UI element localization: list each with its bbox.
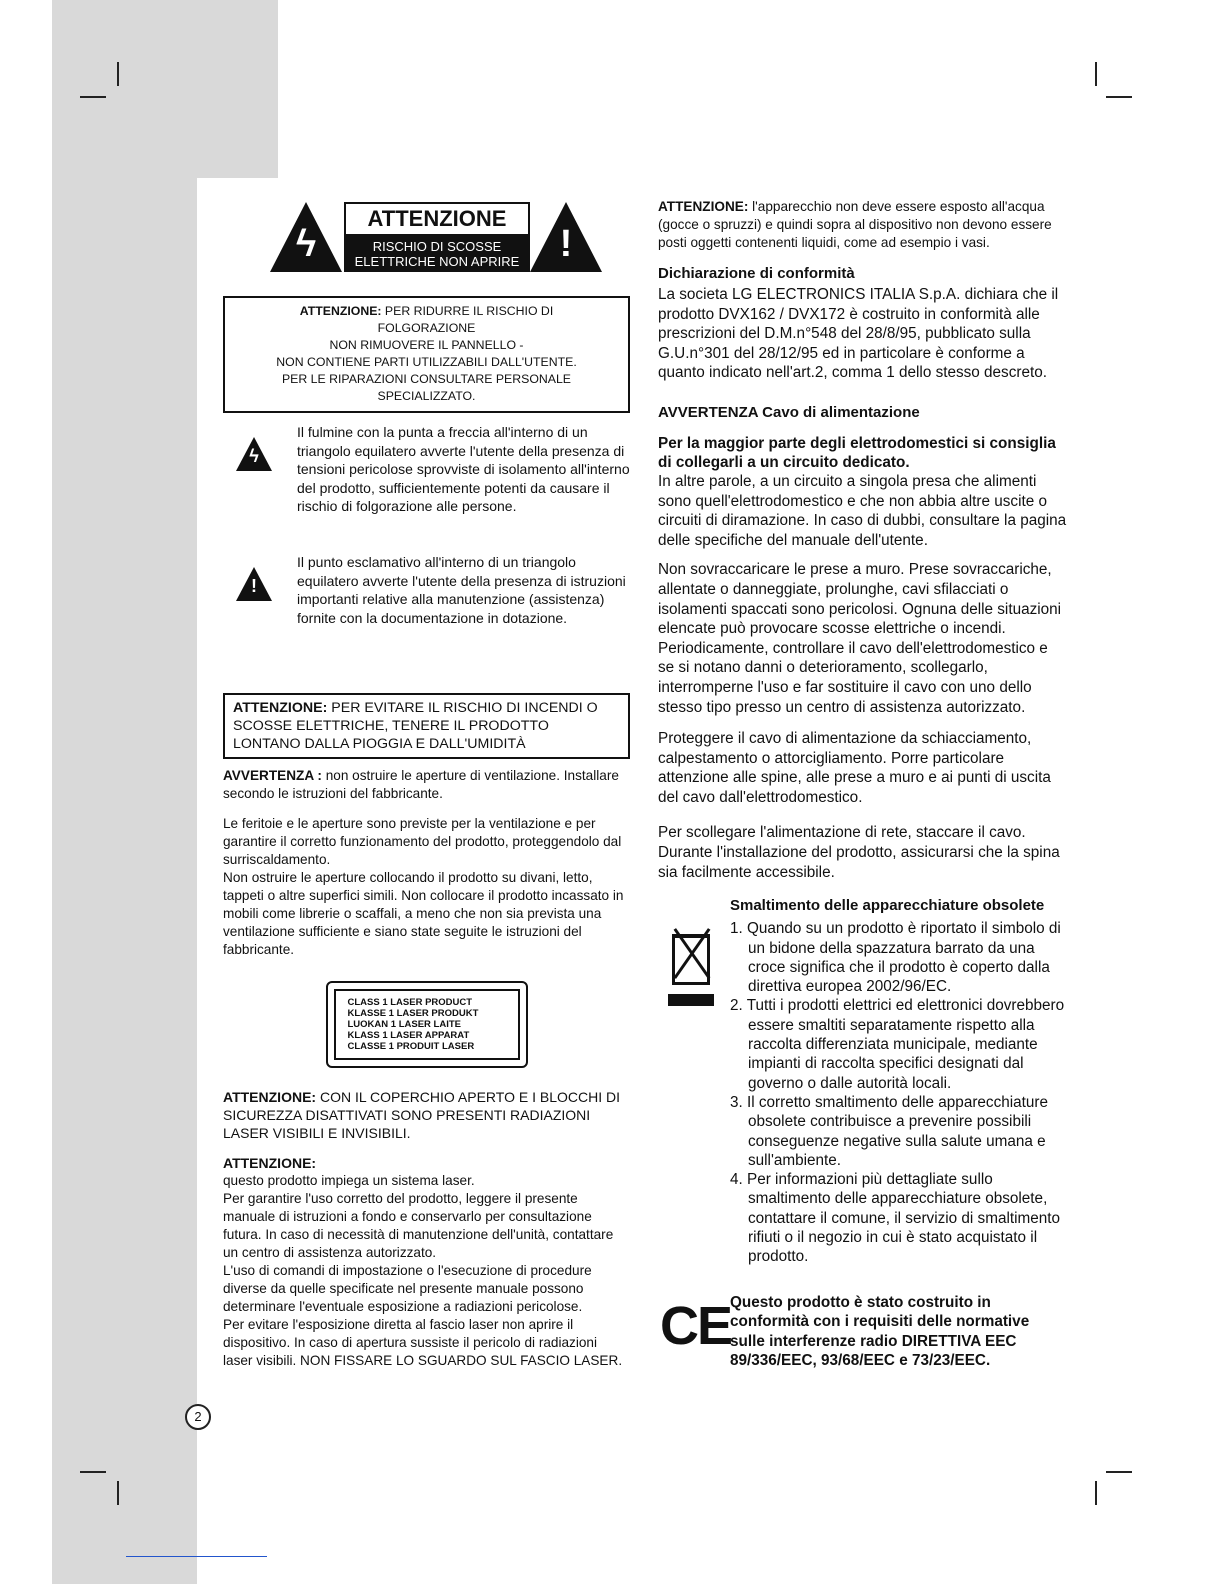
laser-caution-paragraph: questo prodotto impiega un sistema laser. xyxy=(223,1173,475,1188)
crop-mark xyxy=(117,1481,119,1505)
ventilation-text: non ostruire le aperture di ventilazione. Installare secondo le istruzioni del fabbricante. xyxy=(223,768,619,801)
conformity-text: La societa LG ELECTRONICS ITALIA S.p.A. dichiara che il prodotto DVX162 / DVX172 è costruito in conformità alle prescrizioni del D.M.n°548 del 28/8/95, pubblicato sulla G.U.n°301 del 28/12/95 ed in particolare è conforme a quanto indicato nell'art.2, comma 1 dello stesso descreto. xyxy=(658,286,1059,382)
crop-mark xyxy=(80,1471,106,1473)
crossed-bin-icon xyxy=(662,922,716,1012)
exclamation-note xyxy=(223,553,630,665)
conformity-heading: Dichiarazione di conformità xyxy=(658,265,855,282)
water-warning xyxy=(658,198,1068,252)
crop-mark xyxy=(80,96,106,98)
power-cord-paragraph: Non sovraccaricare le prese a muro. Prese sovraccariche, allentate o danneggiate, prolunghe, cavi sfilacciati o isolamenti spaccati sono pericolosi. Ognuna delle situazioni elencate può provocare scosse elettriche o incendi. Periodicamente, controllare il cavo dell'elettrodomestico e se si notano danni o deterioramento, scollegarlo, interromperne l'uso e far sostituire il cavo con uno dello stesso tipo presso un centro di assistenza autorizzato. xyxy=(658,561,1062,716)
power-cord-heading: AVVERTENZA Cavo di alimentazione xyxy=(658,403,920,421)
hazard-subtitle xyxy=(344,236,530,272)
laser-label-line: CLASSE 1 PRODUIT LASER xyxy=(347,1041,475,1052)
laser-warning-lead: ATTENZIONE: xyxy=(223,1089,317,1105)
water-warning-lead: ATTENZIONE: xyxy=(658,199,749,214)
power-cord-paragraph: Per scollegare l'alimentazione di rete, staccare il cavo. Durante l'installazione del prodotto, assicurarsi che la spina sia facilmente accessibile. xyxy=(658,824,1060,881)
list-item: 3. Il corretto smaltimento delle apparecchiature obsolete contribuisce a prevenire possibili conseguenze negative sulla salute umana e sull'ambiente. xyxy=(730,1093,1048,1169)
laser-class-label xyxy=(326,981,528,1068)
lightning-note-text: Il fulmine con la punta a freccia all'interno di un triangolo equilatero avverte l'utente della presenza di tensioni pericolose sprovviste di isolamento all'interno del prodotto, sufficientemente potenti da causare il rischio di folgorazione alle persone. xyxy=(297,424,630,514)
ventilation-paragraph: Non ostruire le aperture collocando il prodotto su divani, letto, tappeti o altre superfici simili. Non collocare il prodotto incassato in mobili come librerie o scaffali, a meno che non sia prevista una ventilazione sufficiente e siano state seguite le istruzioni del fabbricante. xyxy=(223,870,624,957)
laser-label-inner xyxy=(334,989,520,1060)
page-margin-strip xyxy=(52,0,197,1584)
page-number: 2 xyxy=(185,1404,211,1430)
exclamation-icon: ! xyxy=(236,567,272,601)
hazard-subtitle-line: ELETTRICHE NON APRIRE xyxy=(354,254,520,269)
crop-mark xyxy=(1095,1481,1097,1505)
warning-lead: ATTENZIONE: xyxy=(233,700,328,716)
list-item: 4. Per informazioni più dettagliate sullo smaltimento delle apparecchiature obsolete, contattare il comune, il servizio di smaltimento rifiuti o il negozio in cui è stato acquistato il prodotto. xyxy=(730,1171,1061,1266)
exclamation-note-text: Il punto esclamativo all'interno di un triangolo equilatero avverte l'utente della presenza di istruzioni importanti relative alla manutenzione (assistenza) fornite con la documentazione in dotazione. xyxy=(297,554,626,626)
ventilation-warning xyxy=(223,767,630,803)
laser-caution-paragraph: L'uso di comandi di impostazione o l'esecuzione di procedure diverse da quelle specificate nel presente manuale possono determinare l'eventuale esposizione a radiazioni pericolose. xyxy=(223,1263,592,1314)
disposal-heading: Smaltimento delle apparecchiature obsolete xyxy=(730,897,1045,915)
right-column xyxy=(658,198,1068,1371)
warning-line: NON CONTIENE PARTI UTILIZZABILI DALL'UTENTE. xyxy=(276,355,577,369)
power-cord-subheading: Per la maggior parte degli elettrodomestici si consiglia di collegarli a un circuito dedicato. xyxy=(658,434,1056,471)
hazard-label-box xyxy=(344,202,530,272)
crop-mark xyxy=(1095,62,1097,86)
exclamation-warning-icon: ! xyxy=(530,202,602,272)
laser-label-line: KLASSE 1 LASER PRODUKT xyxy=(347,1008,479,1019)
warning-line: SPECIALIZZATO. xyxy=(377,389,476,403)
laser-warning xyxy=(223,1088,630,1142)
laser-warning-text: CON IL COPERCHIO APERTO E I BLOCCHI DI SICUREZZA DISATTIVATI SONO PRESENTI RADIAZIONI LASER VISIBILI E INVISIBILI. xyxy=(223,1089,620,1141)
power-cord-paragraph: In altre parole, a un circuito a singola presa che alimenti sono quell'elettrodomestico e che non abbia altre uscite o circuiti di diramazione. In caso di dubbi, consultare la pagina delle specifiche del manuale dell'utente. xyxy=(658,472,1067,549)
crop-mark xyxy=(1106,96,1132,98)
disposal-list xyxy=(730,919,1068,1266)
ce-mark-icon: CE xyxy=(660,1295,732,1356)
warning-lead: ATTENZIONE: xyxy=(299,304,382,318)
hazard-title: ATTENZIONE xyxy=(344,202,530,236)
warning-box-shock xyxy=(223,296,630,413)
laser-label-line: KLASS 1 LASER APPARAT xyxy=(347,1030,470,1041)
list-item: 1. Quando su un prodotto è riportato il simbolo di un bidone della spazzatura barrato da una croce significa che il prodotto è coperto dalla direttiva europea 2002/96/EC. xyxy=(730,920,1061,996)
ventilation-paragraph: Le feritoie e le aperture sono previste per la ventilazione e per garantire il corretto funzionamento del prodotto, proteggendolo dal surriscaldamento. xyxy=(223,816,622,867)
list-item: 2. Tutti i prodotti elettrici ed elettronici dovrebbero essere smaltiti separatamente rispetto alla raccolta differenziata municipale, mediante impianti di raccolta specifici designati dal governo o dalle autorità locali. xyxy=(730,997,1065,1092)
power-cord-paragraph: Proteggere il cavo di alimentazione da schiacciamento, calpestamento o attorcigliamento. Porre particolare attenzione alle spine, alle prese a muro e ai punti di uscita del cavo dall'elettrodomestico. xyxy=(658,730,1051,806)
lightning-warning-icon: ϟ xyxy=(270,202,342,272)
disposal-section xyxy=(658,896,1068,1266)
left-column xyxy=(223,198,630,1370)
ce-text: Questo prodotto è stato costruito in conformità con i requisiti delle normative sulle interferenze radio DIRETTIVA EEC 89/336/EEC, 93/68/EEC e 73/23/EEC. xyxy=(730,1293,1030,1370)
bottom-link-line xyxy=(126,1556,267,1557)
warning-box-fire xyxy=(223,693,630,759)
hazard-label xyxy=(223,198,630,280)
water-warning-text: l'apparecchio non deve essere esposto all'acqua (gocce o spruzzi) e quindi sopra al dispositivo non devono essere posti oggetti contenenti liquidi, come ad esempio i vasi. xyxy=(658,199,1052,250)
lightning-icon: ϟ xyxy=(236,437,272,471)
ventilation-lead: AVVERTENZA : xyxy=(223,768,322,783)
laser-caution-heading: ATTENZIONE: xyxy=(223,1155,317,1171)
ventilation-details xyxy=(223,815,630,959)
laser-label-line: CLASS 1 LASER PRODUCT xyxy=(347,997,473,1008)
warning-line: FOLGORAZIONE xyxy=(377,321,476,335)
warning-line: NON RIMUOVERE IL PANNELLO - xyxy=(329,338,524,352)
warning-text: PER EVITARE IL RISCHIO DI INCENDI O SCOSSE ELETTRICHE, TENERE IL PRODOTTO LONTANO DALLA PIOGGIA E DALL'UMIDITÀ xyxy=(233,700,598,752)
hazard-subtitle-line: RISCHIO DI SCOSSE xyxy=(372,239,502,254)
crop-mark xyxy=(117,62,119,86)
laser-caution xyxy=(223,1154,630,1370)
laser-caution-paragraph: Per garantire l'uso corretto del prodotto, leggere il presente manuale di istruzioni a fondo e conservarlo per consultazione futura. In caso di necessità di manutenzione dell'unità, contattare un centro di assistenza autorizzato. xyxy=(223,1191,614,1260)
lightning-note xyxy=(223,423,630,535)
crop-mark xyxy=(1106,1471,1132,1473)
warning-line: PER LE RIPARAZIONI CONSULTARE PERSONALE xyxy=(281,372,572,386)
ce-section xyxy=(658,1293,1068,1371)
laser-label-line: LUOKAN 1 LASER LAITE xyxy=(347,1019,461,1030)
warning-line: PER RIDURRE IL RISCHIO DI xyxy=(384,304,554,318)
laser-caution-paragraph: Per evitare l'esposizione diretta al fascio laser non aprire il dispositivo. In caso di apertura sussiste il pericolo di radiazioni laser visibili. NON FISSARE LO SGUARDO SUL FASCIO LASER. xyxy=(223,1317,623,1368)
